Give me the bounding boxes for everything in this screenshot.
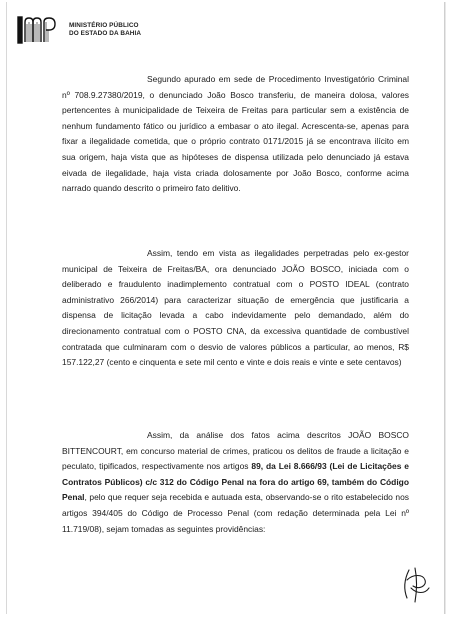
paragraph-1-text: Segundo apurado em sede de Procedimento Investigatório Criminal nº 708.9.27380/2019, o denunciado João Bosco transferiu, de maneira dolosa, valores pertencentes à municipalidade de Teixeira de Freitas para particular sem a existência de nenhum fundamento fático ou jurídico a embasar o ato ilegal. Acrescenta-se, apenas para fixar a ilegalidade cometida, que o próprio contrato 0171/2015 já se encontrava ilícito em sua origem, haja vista que as hipóteses de dispensa utilizada pelo denunciado já estava eivada de ilegalidade, haja vista criada dolosamente por João Bosco, conforme acima narrado quando descrito o primeiro fato delitivo. [62, 74, 409, 194]
paragraph-3-request: , pelo que requer seja recebida e autuada esta, observando-se o rito estabelecido nos artigos 394/405 do Código de Processo Penal (com redação determinada pela Lei nº 11.719/08), sejam tomadas as seguintes providências: [62, 492, 409, 534]
legal-articles-citation: 89, da Lei 8.666/93 (Lei de Licitações e Contratos Públicos) c/c 312 do Código Penal na fora do artigo 69, também do Código Penal [62, 461, 409, 503]
document-page [6, 2, 445, 614]
institution-name [69, 22, 141, 37]
paragraph-3-intro: Assim, da análise dos fatos acima descritos JOÃO BOSCO BITTENCOURT, em concurso material de crimes, praticou os delitos de fraude a licitação e peculato, tipificados, respectivamente nos artigos [62, 430, 409, 472]
mp-bahia-logo-icon [17, 16, 61, 44]
paragraph-2 [62, 246, 409, 371]
institution-line-2: DO ESTADO DA BAHIA [69, 29, 142, 37]
institution-line-1: MINISTÉRIO PÚBLICO [69, 22, 139, 29]
paragraph-3-text [62, 428, 409, 537]
handwritten-initial-signature-icon [395, 564, 435, 604]
paragraph-3 [62, 428, 409, 537]
paragraph-1 [62, 72, 409, 197]
paragraph-2-text: Assim, tendo em vista as ilegalidades perpetradas pelo ex-gestor municipal de Teixeira de Freitas/BA, ora denunciado JOÃO BOSCO, iniciada com o deliberado e fraudulento inadimplemento contratual com o POSTO IDEAL (contrato administrativo 266/2014) para caracterizar situação de emergência que justificaria a dispensa de licitação levada a cabo indevidamente pelo demandado, além do direcionamento contratual com o POSTO CNA, da excessiva quantidade de combustível contratada que culminaram com o desvio de valores públicos a particular, ao menos, R$ 157.122,27 (cento e cinquenta e sete mil cento e vinte e dois reais e vinte e sete centavos) [62, 248, 409, 368]
